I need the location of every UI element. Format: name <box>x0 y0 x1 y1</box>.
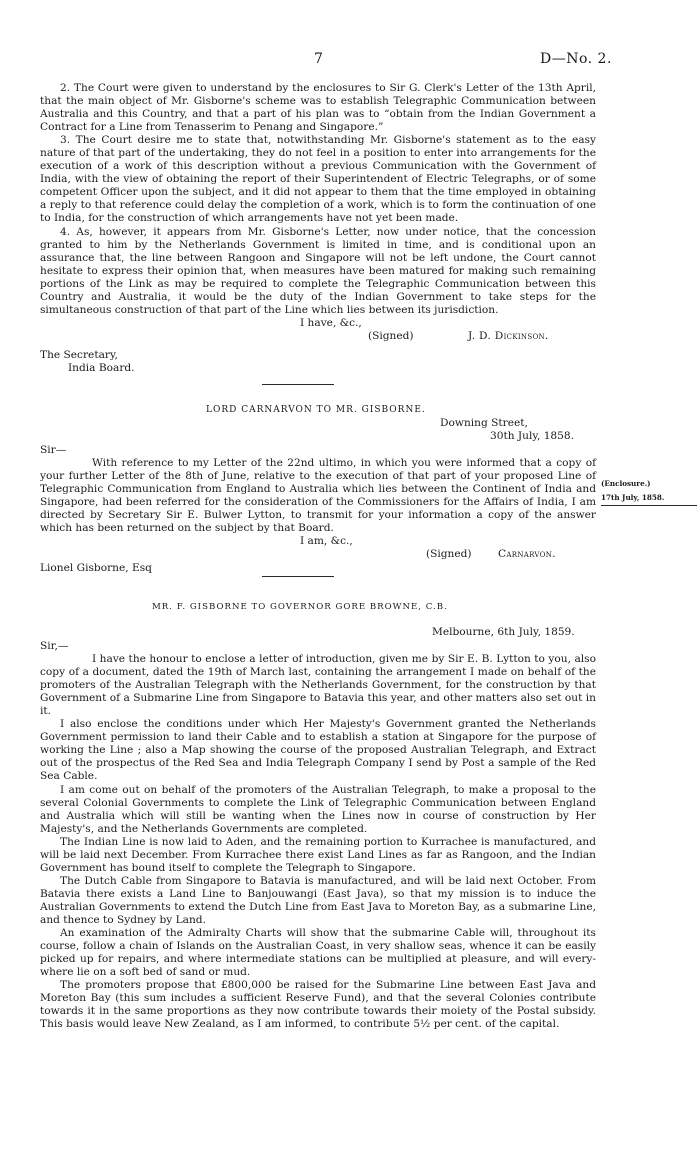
margin-rule <box>601 505 697 506</box>
signatory: Carnarvon. <box>498 548 556 561</box>
margin-note-enclosure: (Enclosure.) <box>601 479 651 488</box>
signed-label: (Signed) <box>426 548 472 561</box>
paragraph: The Dutch Cable from Singapore to Batavia is manufactured, and will be laid next October. From Batavia there exists a Land Line to Banjouwangi (East Java), so that my mission is to induce the Australian Governments to extend the Dutch Line from East Java to Moreton Bay, as a submarine Line, and thence to Sydney by Land. <box>40 874 596 926</box>
letter-title: MR. F. GISBORNE TO GOVERNOR GORE BROWNE, C.B. <box>152 602 448 612</box>
addressee: Lionel Gisborne, Esq <box>40 562 152 575</box>
addressee-line: The Secretary, <box>40 348 118 361</box>
signature-line <box>40 330 596 343</box>
closing: I am, &c., <box>300 535 353 548</box>
letter-place: Downing Street, <box>440 417 528 429</box>
document-number: D—No. 2. <box>540 51 612 67</box>
letter-date: 30th July, 1858. <box>490 430 575 442</box>
letter-gisborne <box>40 640 596 1031</box>
closing: I have, &c., <box>300 316 362 329</box>
salutation: Sir,— <box>40 640 69 652</box>
paragraph: 2. The Court were given to understand by the enclosures to Sir G. Clerk's Letter of the 13th April, that the main object of Mr. Gisborne's scheme was to establish Telegraphic Communication between Australia and this Country, and that a part of his plan was to “obtain from the Indian Government a Contract for a Line from Tenasserim to Penang and Singapore.” <box>40 82 596 134</box>
paragraph: The Indian Line is now laid to Aden, and the remaining portion to Kurrachee is manufactured, and will be laid next December. From Kurrachee there exist Land Lines as far as Rangoon, and the Indian Government has bound itself to complete the Telegraph to Singapore. <box>40 835 596 874</box>
signatory: J. D. Dickinson. <box>468 329 549 342</box>
section-divider <box>262 576 334 577</box>
section-divider <box>262 384 334 385</box>
salutation: Sir— <box>40 444 67 456</box>
paragraph: I am come out on behalf of the promoters of the Australian Telegraph, to make a proposal to the several Colonial Governments to complete the Link of Telegraphic Communication between England and Australia which will still be wanting when the Lines now in course of construction by Her Majesty's, and the Netherlands Governments are completed. <box>40 783 596 835</box>
page-header <box>0 53 700 69</box>
paragraph: The promoters propose that £800,000 be raised for the Submarine Line between East Java and Moreton Bay (this sum includes a sufficient Reserve Fund), and that the several Colonies contribute towards it in the same proportions as they now contribute towards their moiety of the Postal subsidy. This basis would leave New Zealand, as I am informed, to contribute 5½ per cent. of the capital. <box>40 979 596 1031</box>
letter-place-date: Melbourne, 6th July, 1859. <box>432 626 575 638</box>
signed-label: (Signed) <box>368 329 414 342</box>
paragraph: I also enclose the conditions under which Her Majesty's Government granted the Netherlands Government permission to land their Cable and to establish a station at Singapore for the purpose of working the Line ; also a Map showing the course of the proposed Australian Telegraph, and Extract out of the prospectus of the Red Sea and India Telegraph Company I send by Post a sample of the Red Sea Cable. <box>40 718 596 783</box>
letter-dickinson <box>40 82 596 375</box>
letter-title: LORD CARNARVON TO MR. GISBORNE. <box>206 405 426 415</box>
page-number: 7 <box>314 51 323 67</box>
paragraph: 4. As, however, it appears from Mr. Gisborne's Letter, now under notice, that the concession granted to him by the Netherlands Government is limited in time, and is conditional upon an assurance that, the line between Rangoon and Singapore will not be left undone, the Court cannot hesitate to express their opinion that, when measures have been matured for making such remaining portions of the Link as may be required to complete the Telegraphic Communication between this Country and Australia, it would be the duty of the Indian Government to take steps for the simultaneous construction of that part of the Line which lies between its jurisdiction. <box>40 225 596 316</box>
signature-line <box>40 548 596 561</box>
paragraph: 3. The Court desire me to state that, notwithstanding Mr. Gisborne's statement as to the easy nature of that part of the undertaking, they do not feel in a position to enter into arrangements for the execution of a work of this description without a previous Communication with the Government of India, with the view of obtaining the report of their Superintendent of Electric Telegraphs, or of some competent Officer upon the subject, and it did not appear to them that the time employed in obtaining a reply to that reference could delay the completion of a work, which is to form the continuation of one to India, for the construction of which arrangements have not yet been made. <box>40 134 596 225</box>
paragraph: With reference to my Letter of the 22nd ultimo, in which you were informed that a copy of your further Letter of the 8th of June, relative to the execution of that part of your proposed Line of Telegraphic Communication from England to Australia which lies between the Continent of India and Singapore, had been referred for the consideration of the Commissioners for the Affairs of India, I am directed by Secretary Sir E. Bulwer Lytton, to transmit for your information a copy of the answer which has been returned on the subject by that Board. <box>40 457 596 535</box>
letter-carnarvon <box>40 444 596 575</box>
margin-note-date: 17th July, 1858. <box>601 493 665 502</box>
paragraph: I have the honour to enclose a letter of introduction, given me by Sir E. B. Lytton to you, also copy of a document, dated the 19th of March last, containing the arrangement I made on behalf of the promoters of the Australian Telegraph with the Netherlands Government, for the construction by that Government of a Submarine Line from Singapore to Batavia this year, and other matters also set out in it. <box>40 653 596 718</box>
paragraph: An examination of the Admiralty Charts will show that the submarine Cable will, throughout its course, follow a chain of Islands on the Australian Coast, in very shallow seas, whence it can be easily picked up for repairs, and where intermediate stations can be multiplied at pleasure, and will every-where lie on a soft bed of sand or mud. <box>40 927 596 979</box>
addressee-line: India Board. <box>68 361 135 374</box>
addressee <box>40 349 596 375</box>
